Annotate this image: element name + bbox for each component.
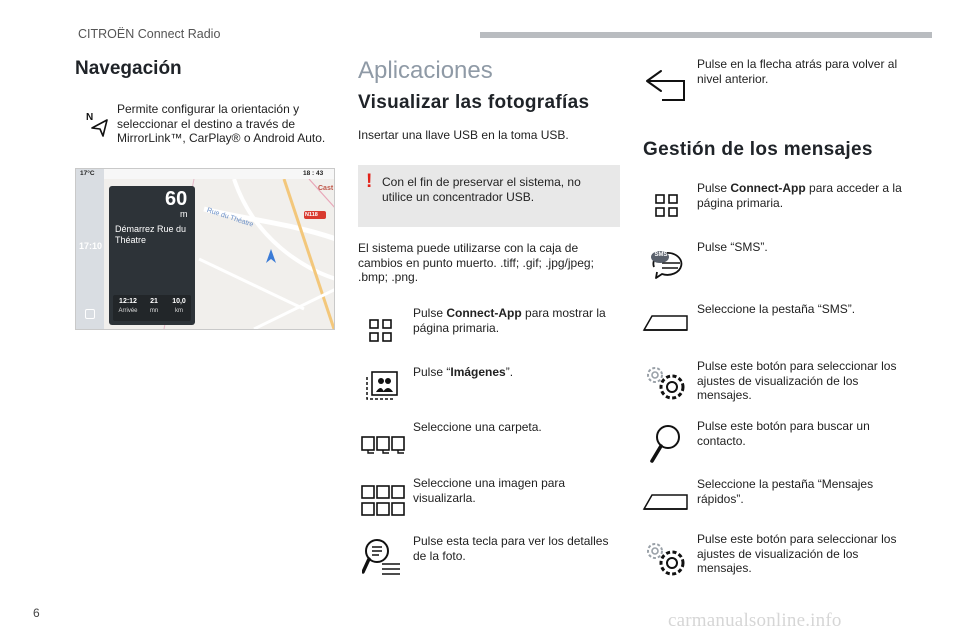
step-connect-app: Pulse Connect-App para mostrar la página primaria.	[413, 306, 606, 335]
connect-app-grid-icon-2	[654, 193, 680, 219]
eta-time: 12:12	[119, 298, 137, 305]
step-imagenes: Pulse “Imágenes”.	[413, 365, 514, 379]
msg-display-settings-2: Pulse este botón para seleccionar los ajustes de visualización de los mensajes.	[697, 532, 897, 575]
guidance-instruction: Démarrez Rue du Théatre	[115, 224, 187, 245]
temperature: 17°C	[80, 170, 95, 177]
eta-time-label: Arrivée	[118, 308, 138, 314]
msg-search-contact: Pulse este botón para buscar un contacto.	[697, 419, 870, 448]
settings-gears-icon	[644, 365, 688, 403]
settings-gears-icon-2	[644, 541, 688, 579]
connect-app-grid-icon	[368, 318, 394, 344]
msg-display-settings: Pulse este botón para seleccionar los ajustes de visualización de los mensajes.	[697, 359, 897, 402]
header-bar	[480, 32, 932, 38]
warning-text: Con el fin de preservar el sistema, no utilice un concentrador USB.	[382, 175, 581, 204]
eta-km-label: km	[175, 308, 183, 314]
msg-connect-app: Pulse Connect-App para acceder a la página primaria.	[697, 181, 902, 210]
screen-statusbar	[104, 169, 335, 179]
mirrorlink-screenshot	[75, 168, 335, 330]
back-text: Pulse en la flecha atrás para volver al nivel anterior.	[697, 57, 898, 86]
road-sign: N118	[305, 212, 318, 218]
aplicaciones-title: Aplicaciones	[358, 57, 493, 84]
usb-intro: Insertar una llave USB en la toma USB.	[358, 128, 569, 142]
watermark: carmanualsonline.info	[668, 610, 842, 631]
navegacion-text: Permite configurar la orientación y seleccionar el destino a través de MirrorLink™, CarPlay® o Android Auto.	[117, 102, 326, 145]
search-icon	[648, 423, 682, 465]
page-number: 6	[33, 606, 40, 620]
image-grid-icon	[360, 484, 406, 518]
msg-sms: Pulse “SMS”.	[697, 240, 768, 254]
step-carpeta: Seleccione una carpeta.	[413, 420, 542, 434]
screen-sidebar	[76, 169, 104, 329]
back-arrow-icon	[645, 66, 687, 102]
guidance-distance-unit: m	[180, 209, 188, 219]
fotografias-title: Visualizar las fotografías	[358, 92, 590, 113]
guidance-distance: 60	[165, 188, 188, 210]
clock-top: 18 : 43	[303, 170, 324, 177]
eta-minutes: 21	[150, 298, 158, 305]
guidance-panel	[109, 186, 195, 325]
page-header-title: CITROËN Connect Radio	[78, 27, 221, 41]
step-imagen: Seleccione una imagen para visualizarla.	[413, 476, 566, 505]
side-time: 17:10	[79, 241, 103, 251]
folder-row-icon	[360, 434, 406, 454]
navigation-arrow-icon	[86, 111, 110, 137]
navegacion-title: Navegación	[75, 58, 182, 79]
sms-icon-label: SMS	[654, 252, 668, 258]
tab-sms-icon	[642, 313, 690, 333]
eta-km: 10,0	[172, 298, 186, 305]
warning-mark: !	[366, 171, 373, 192]
map-place: Cast	[318, 185, 334, 192]
msg-tab-quick: Seleccione la pestaña “Mensajes rápidos”.	[697, 477, 874, 506]
step-detalles: Pulse esta tecla para ver los detalles de la foto.	[413, 534, 609, 563]
eta-minutes-label: mn	[149, 308, 159, 314]
map-street: Rue du Théatre	[205, 207, 255, 229]
msg-tab-sms: Seleccione la pestaña “SMS”.	[697, 302, 856, 316]
tab-quick-messages-icon	[642, 492, 690, 512]
formats-text: El sistema puede utilizarse con la caja de cambios en punto muerto. .tiff; .gif; .jpg/jpeg; .bmp; .png.	[358, 241, 594, 284]
home-square-icon	[85, 309, 95, 319]
photo-details-icon	[362, 537, 402, 579]
mensajes-title: Gestión de los mensajes	[643, 139, 873, 160]
svg-text:N: N	[86, 112, 94, 123]
images-icon	[365, 369, 399, 401]
